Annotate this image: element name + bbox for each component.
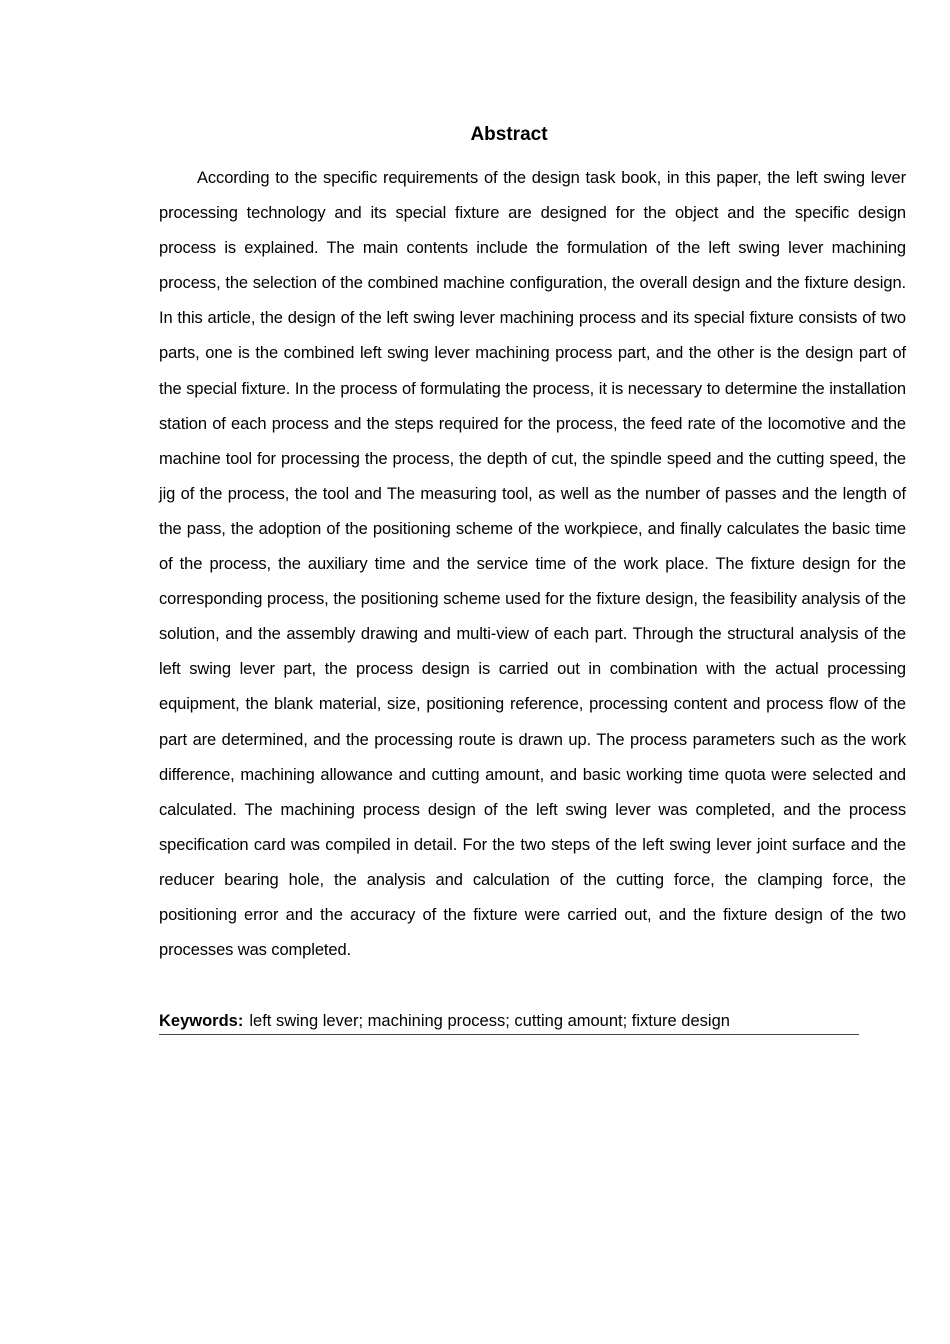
keywords-text: left swing lever; machining process; cutting amount; fixture design bbox=[249, 1012, 730, 1030]
abstract-title: Abstract bbox=[470, 124, 548, 145]
abstract-body: According to the specific requirements of the design task book, in this paper, the left swing lever processing technology and its special fixture are designed for the object and the specific design process is explained. The main contents include the formulation of the left swing lever machining process, the selection of the combined machine configuration, the overall design and the fixture design. In this article, the design of the left swing lever machining process and its special fixture consists of two parts, one is the combined left swing lever machining process part, and the other is the design part of the special fixture. In the process of formulating the process, it is necessary to determine the installation station of each process and the steps required for the process, the feed rate of the locomotive and the machine tool for processing the process, the depth of cut, the spindle speed and the cutting speed, the jig of the process, the tool and The measuring tool, as well as the number of passes and the length of the pass, the adoption of the positioning scheme of the workpiece, and finally calculates the basic time of the process, the auxiliary time and the service time of the work place. The fixture design for the corresponding process, the positioning scheme used for the fixture design, the feasibility analysis of the solution, and the assembly drawing and multi-view of each part. Through the structural analysis of the left swing lever part, the process design is carried out in combination with the actual processing equipment, the blank material, size, positioning reference, processing content and process flow of the part are determined, and the processing route is drawn up. The process parameters such as the work difference, machining allowance and cutting amount, and basic working time quota were selected and calculated. The machining process design of the left swing lever was completed, and the process specification card was compiled in detail. For the two steps of the left swing lever joint surface and the reducer bearing hole, the analysis and calculation of the cutting force, the clamping force, the positioning error and the accuracy of the fixture were carried out, and the fixture design of the two processes was completed. bbox=[159, 169, 906, 960]
keywords-label: Keywords: bbox=[159, 1012, 244, 1030]
keywords-line bbox=[159, 1008, 859, 1035]
